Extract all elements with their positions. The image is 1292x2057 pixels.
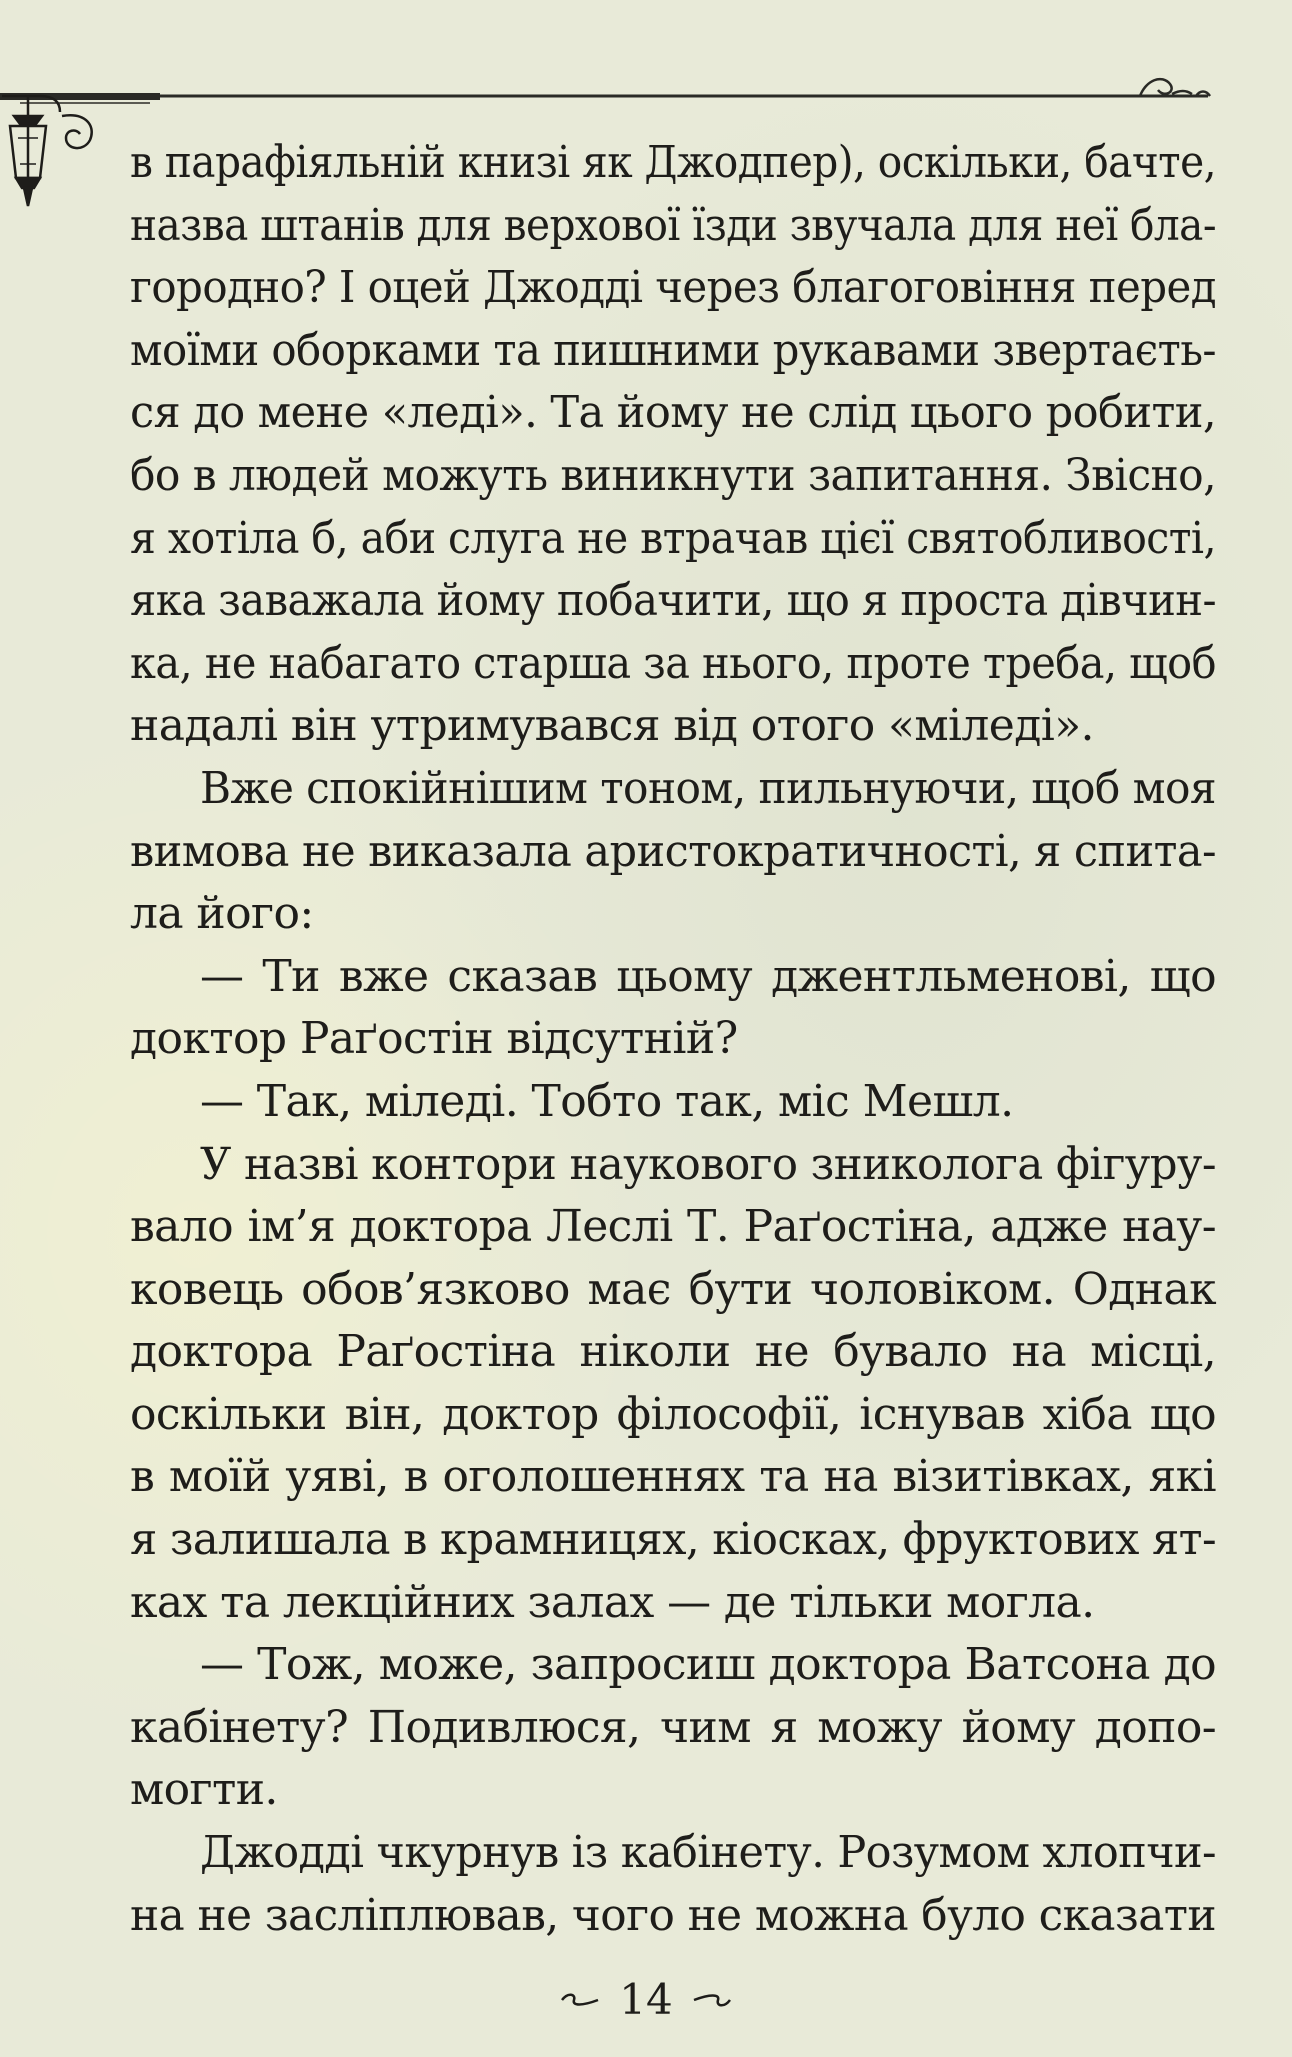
right-swash-icon — [692, 1990, 732, 2010]
text-line: городно? І оцей Джодді через благоговіння перед — [130, 262, 1216, 314]
text-line: кабінету? Подивлюся, чим я можу йому допо- — [130, 1701, 1216, 1753]
text-line: ла його: — [130, 888, 314, 940]
text-line: — Тож, може, запросиш доктора Ватсона до — [200, 1639, 1216, 1691]
page-footer — [0, 1970, 1292, 2030]
text-line: оскільки він, доктор філософії, існував хіба що — [130, 1388, 1216, 1440]
body-text — [130, 132, 1216, 1947]
text-line: — Ти вже сказав цьому джентльменові, що — [200, 950, 1216, 1002]
text-line: ках та лекційних залах — де тільки могла. — [130, 1576, 1095, 1628]
text-line: Вже спокійнішим тоном, пильнуючи, щоб моя — [199, 762, 1216, 814]
text-line: доктора Раґостіна ніколи не бувало на місці, — [130, 1326, 1216, 1378]
lantern-icon — [2, 96, 92, 206]
text-line: назва штанів для верхової їзди звучала для неї бла- — [130, 199, 1216, 251]
text-line: ка, не набагато старша за нього, проте треба, щоб — [130, 637, 1216, 689]
text-line: Джодді чкурнув із кабінету. Розумом хлопчи- — [199, 1827, 1216, 1879]
text-line: бо в людей можуть виникнути запитання. Звісно, — [130, 449, 1216, 501]
text-line: на не засліплював, чого не можна було сказати — [130, 1889, 1216, 1941]
text-line: я залишала в крамницях, кіосках, фруктових ят- — [130, 1514, 1216, 1566]
text-line: ковець обов’язково має бути чоловіком. Однак — [130, 1263, 1216, 1315]
text-line: вимова не виказала аристократичності, я спита- — [130, 825, 1216, 877]
text-line: яка заважала йому побачити, що я проста дівчин- — [130, 575, 1216, 627]
text-line: — Так, міледі. Тобто так, міс Мешл. — [200, 1075, 1014, 1127]
swirl-flourish-icon — [1140, 79, 1210, 96]
text-line: могти. — [130, 1764, 278, 1816]
left-swash-icon — [560, 1990, 600, 2010]
text-line: вало ім’я доктора Леслі Т. Раґостіна, адже нау- — [130, 1201, 1216, 1253]
text-line: я хотіла б, аби слуга не втрачав цієї святобливості, — [130, 512, 1216, 564]
text-line: моїми оборками та пишними рукавами звертаєть- — [130, 324, 1216, 376]
text-line: доктор Раґостін відсутній? — [130, 1013, 738, 1065]
text-line: надалі він утримувався від отого «міледі». — [130, 700, 1094, 752]
text-line: в парафіяльній книзі як Джодпер), оскільки, бачте, — [130, 137, 1216, 188]
text-line: ся до мене «леді». Та йому не слід цього робити, — [130, 387, 1216, 439]
text-line: в моїй уяві, в оголошеннях та на візитівках, які — [130, 1451, 1216, 1503]
text-line: У назві контори наукового зниколога фігуру- — [199, 1138, 1216, 1190]
page-number: 14 — [619, 1975, 673, 2024]
